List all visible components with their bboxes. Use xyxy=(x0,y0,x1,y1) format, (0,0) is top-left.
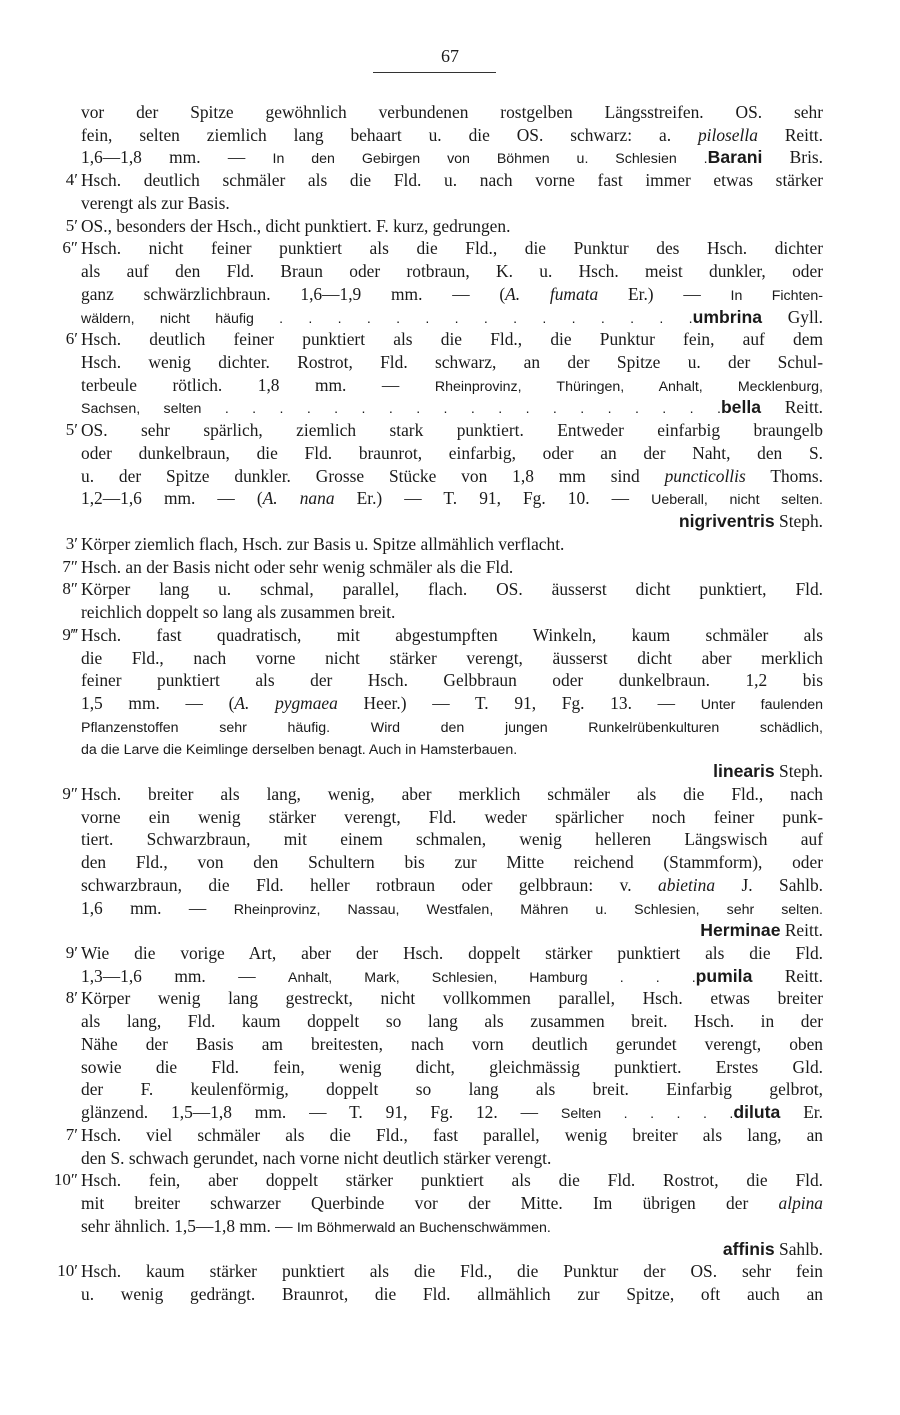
description-text: 1,6—1,8 mm. — xyxy=(81,147,273,168)
couplet-number: 9′ xyxy=(65,943,78,962)
locality-note: Ueberall, nicht selten. xyxy=(651,492,823,509)
description-text: 1,6 mm. — xyxy=(81,897,234,918)
text-line xyxy=(65,169,823,191)
text-line xyxy=(81,647,823,669)
description-text: Hsch. fast quadratisch, mit abgestumpften Winkeln, kaum schmäler als xyxy=(81,624,823,645)
description-text: mit breiter schwarzer Querbinde vor der Mitte. Im übrigen der xyxy=(81,1193,779,1214)
description-text: sowie die Fld. fein, wenig dicht, gleichmässig punktiert. Erstes Gld. xyxy=(81,1056,823,1077)
description-text: oder dunkelbraun, die Fld. braunrot, einfarbig, oder an der Naht, den S. xyxy=(81,442,823,463)
text-line xyxy=(81,465,823,487)
text-line xyxy=(62,237,823,259)
text-line xyxy=(53,1169,823,1191)
description-text: Er.) — xyxy=(598,283,731,304)
description-text: u. der Spitze dunkler. Grosse Stücke von 1,8 mm sind xyxy=(81,465,665,486)
text-line xyxy=(81,1101,823,1123)
species-name: pumila xyxy=(695,965,753,986)
description-text: Reitt. xyxy=(780,920,823,941)
couplet-number: 9‴ xyxy=(62,624,78,644)
couplet-number: 10′ xyxy=(57,1261,78,1281)
locality-note: Im Böhmerwald an Buchenschwämmen. xyxy=(296,1219,551,1236)
text-line xyxy=(81,760,823,782)
couplet-number: 5′ xyxy=(65,420,78,440)
text-line xyxy=(65,987,823,1009)
description-text: 1,2—1,6 mm. — ( xyxy=(81,488,263,509)
text-line xyxy=(81,283,823,305)
description-text: Hsch. wenig dichter. Rostrot, Fld. schwarz, an der Spitze u. der Schul- xyxy=(81,352,823,373)
locality-note: Selten . . . . . xyxy=(560,1106,734,1123)
text-line xyxy=(57,1260,823,1282)
description-text: tiert. Schwarzbraun, mit einem schmalen, wenig helleren Längswisch auf xyxy=(81,829,823,850)
text-line xyxy=(81,1147,823,1169)
couplet-number: 7′ xyxy=(65,1124,78,1144)
text-line xyxy=(65,942,823,964)
description-text: fein, selten ziemlich lang behaart u. die OS. schwarz: a. xyxy=(81,124,698,145)
text-line xyxy=(81,101,823,123)
description-text: reichlich doppelt so lang als zusammen breit. xyxy=(81,602,396,623)
locality-note: In Fichten- xyxy=(730,287,823,304)
text-line xyxy=(81,396,823,418)
description-text: Er.) — T. 91, Fg. 10. — xyxy=(334,488,652,509)
text-line xyxy=(81,692,823,714)
text-line xyxy=(81,124,823,146)
text-line xyxy=(65,215,823,237)
text-line xyxy=(81,1033,823,1055)
description-text: sehr ähnlich. 1,5—1,8 mm. — xyxy=(81,1215,297,1236)
text-line xyxy=(62,624,823,646)
description-text: Sahlb. xyxy=(774,1238,823,1259)
description-text: Reitt. xyxy=(761,397,823,418)
description-text: terbeule rötlich. 1,8 mm. — xyxy=(81,374,435,395)
text-line xyxy=(62,556,823,578)
description-text: Wie die vorige Art, aber der Hsch. doppelt stärker punktiert als die Fld. xyxy=(81,943,823,963)
text-line xyxy=(81,1192,823,1214)
description-text: Hsch. kaum stärker punktiert als die Fld., die Punktur der OS. sehr fein xyxy=(81,1261,823,1282)
italic-taxon: alpina xyxy=(778,1193,823,1214)
species-name: affinis xyxy=(722,1238,775,1259)
text-line xyxy=(81,510,823,532)
locality-note: da die Larve die Keimlinge derselben benagt. Auch in Hamsterbauen. xyxy=(81,742,518,759)
locality-note: Rheinprovinz, Thüringen, Anhalt, Mecklenburg, xyxy=(434,378,824,395)
text-line xyxy=(65,419,823,441)
couplet-number: 5′ xyxy=(65,215,78,235)
text-line xyxy=(81,351,823,373)
description-text: 1,5 mm. — ( xyxy=(81,692,235,713)
text-line xyxy=(81,146,823,168)
text-line xyxy=(65,328,823,350)
text-line xyxy=(81,442,823,464)
text-line xyxy=(81,715,823,737)
species-name: Herminae xyxy=(700,920,781,941)
description-text: OS. sehr spärlich, ziemlich stark punktiert. Entweder einfarbig braungelb xyxy=(81,420,823,441)
text-line xyxy=(81,374,823,396)
couplet-number: 7″ xyxy=(62,556,78,576)
description-text: Hsch. viel schmäler als die Fld., fast parallel, wenig breiter als lang, an xyxy=(81,1124,823,1145)
description-text: feiner punktiert als der Hsch. Gelbbraun oder dunkelbraun. 1,2 bis xyxy=(81,670,823,691)
page-number: 67 xyxy=(441,46,459,66)
text-line xyxy=(81,874,823,896)
locality-note: Pflanzenstoffen sehr häufig. Wird den jungen Runkelrübenkulturen schädlich, xyxy=(81,719,823,736)
couplet-number: 6′ xyxy=(65,329,78,349)
text-line xyxy=(81,192,823,214)
text-line xyxy=(62,578,823,600)
text-line xyxy=(81,669,823,691)
text-line xyxy=(81,1010,823,1032)
text-line xyxy=(81,1283,823,1305)
description-text: Steph. xyxy=(774,511,823,532)
description-text: glänzend. 1,5—1,8 mm. — T. 91, Fg. 12. — xyxy=(81,1102,561,1123)
description-text: Reitt. xyxy=(752,965,823,986)
description-text: Heer.) — T. 91, Fg. 13. — xyxy=(337,692,701,713)
text-line xyxy=(62,783,823,805)
couplet-number: 4′ xyxy=(65,170,78,190)
italic-taxon: A. fumata xyxy=(505,283,599,304)
description-text: u. wenig gedrängt. Braunrot, die Fld. allmählich zur Spitze, oft auch an xyxy=(81,1283,823,1304)
text-line xyxy=(81,306,823,328)
description-text: als lang, Fld. kaum doppelt so lang als zusammen breit. Hsch. in der xyxy=(81,1011,823,1032)
description-text: Körper wenig lang gestreckt, nicht vollkommen parallel, Hsch. etwas breiter xyxy=(81,988,823,1009)
couplet-number: 10″ xyxy=(53,1170,78,1190)
italic-taxon: puncticollis xyxy=(664,465,746,486)
description-text: 1,3—1,6 mm. — xyxy=(81,965,289,986)
text-line xyxy=(65,533,823,555)
text-line xyxy=(81,965,823,987)
description-text: Hsch. an der Basis nicht oder sehr wenig schmäler als die Fld. xyxy=(81,556,514,577)
locality-note: Anhalt, Mark, Schlesien, Hamburg . . . xyxy=(288,969,696,986)
text-line xyxy=(65,1124,823,1146)
description-text: Er. xyxy=(780,1102,823,1123)
text-line xyxy=(81,1238,823,1260)
description-text: Hsch. fein, aber doppelt stärker punktiert als die Fld. Rostrot, die Fld. xyxy=(81,1170,823,1191)
header-rule xyxy=(373,72,496,73)
text-line xyxy=(81,601,823,623)
text-line xyxy=(81,487,823,509)
text-line xyxy=(81,1215,823,1237)
description-text: Körper ziemlich flach, Hsch. zur Basis u. Spitze allmählich verflacht. xyxy=(81,533,565,554)
description-text: der F. keulenförmig, doppelt so lang als breit. Einfarbig gelbrot, xyxy=(81,1079,823,1100)
description-text: J. Sahlb. xyxy=(715,874,823,895)
description-text: Nähe der Basis am breitesten, nach vorn deutlich gerundet verengt, oben xyxy=(81,1033,823,1054)
locality-note: Sachsen, selten . . . . . . . . . . . . . . . . . . . xyxy=(81,401,721,418)
species-name: linearis xyxy=(713,761,775,782)
italic-taxon: A. pygmaea xyxy=(234,692,338,713)
couplet-number: 8″ xyxy=(62,579,78,599)
text-line xyxy=(81,260,823,282)
text-line xyxy=(81,919,823,941)
description-text: Körper lang u. schmal, parallel, flach. OS. äusserst dicht punktiert, Fld. xyxy=(81,579,823,600)
description-text: Hsch. deutlich feiner punktiert als die Fld., die Punktur fein, auf dem xyxy=(81,329,823,350)
description-text: den S. schwach gerundet, nach vorne nicht deutlich stärker verengt. xyxy=(81,1147,552,1168)
couplet-number: 6″ xyxy=(62,238,78,258)
couplet-number: 3′ xyxy=(65,533,78,553)
description-text: die Fld., nach vorne nicht stärker verengt, äusserst dicht aber merklich xyxy=(81,647,823,668)
text-line xyxy=(81,828,823,850)
description-text: den Fld., von den Schultern bis zur Mitte reichend (Stammform), oder xyxy=(81,852,823,873)
couplet-number: 8′ xyxy=(65,988,78,1008)
description-text: Hsch. breiter als lang, wenig, aber merklich schmäler als die Fld., nach xyxy=(81,783,823,804)
italic-taxon: abietina xyxy=(658,874,716,895)
description-text: vor der Spitze gewöhnlich verbundenen rostgelben Längsstreifen. OS. sehr xyxy=(81,102,823,122)
species-name: umbrina xyxy=(692,306,763,327)
description-text: Steph. xyxy=(774,761,823,782)
italic-taxon: A. nana xyxy=(262,488,335,509)
locality-note: wäldern, nicht häufig . . . . . . . . . . . . . . . xyxy=(81,310,693,327)
species-name: nigriventris xyxy=(678,511,775,532)
text-line xyxy=(81,1056,823,1078)
species-name: Barani xyxy=(707,147,763,168)
description-text: Hsch. deutlich schmäler als die Fld. u. nach vorne fast immer etwas stärker xyxy=(81,170,823,191)
description-text: Reitt. xyxy=(757,124,823,145)
description-text: als auf den Fld. Braun oder rotbraun, K. u. Hsch. meist dunkler, oder xyxy=(81,261,823,282)
description-text: Hsch. nicht feiner punktiert als die Fld., die Punktur des Hsch. dichter xyxy=(81,238,823,259)
description-text: Bris. xyxy=(762,147,824,168)
locality-note: Rheinprovinz, Nassau, Westfalen, Mähren u. Schlesien, sehr selten. xyxy=(233,901,823,918)
description-text: ganz schwärzlichbraun. 1,6—1,9 mm. — ( xyxy=(81,283,506,304)
text-line xyxy=(81,851,823,873)
description-text: vorne ein wenig stärker verengt, Fld. weder spärlicher noch feiner punk- xyxy=(81,806,823,827)
couplet-number: 9″ xyxy=(62,783,78,803)
description-text: Gyll. xyxy=(762,306,823,327)
locality-note: In den Gebirgen von Böhmen u. Schlesien . xyxy=(272,151,708,168)
description-text: OS., besonders der Hsch., dicht punktiert. F. kurz, gedrungen. xyxy=(81,215,511,236)
species-name: diluta xyxy=(733,1102,781,1123)
locality-note: Unter faulenden xyxy=(700,696,823,713)
species-name: bella xyxy=(720,397,762,418)
text-line xyxy=(81,806,823,828)
text-line xyxy=(81,897,823,919)
description-text: schwarzbraun, die Fld. heller rotbraun oder gelbbraun: v. xyxy=(81,874,659,895)
italic-taxon: pilosella xyxy=(697,124,758,145)
text-line xyxy=(81,737,823,759)
text-line xyxy=(81,1078,823,1100)
description-text: Thoms. xyxy=(745,465,823,486)
description-text: verengt als zur Basis. xyxy=(81,192,230,213)
